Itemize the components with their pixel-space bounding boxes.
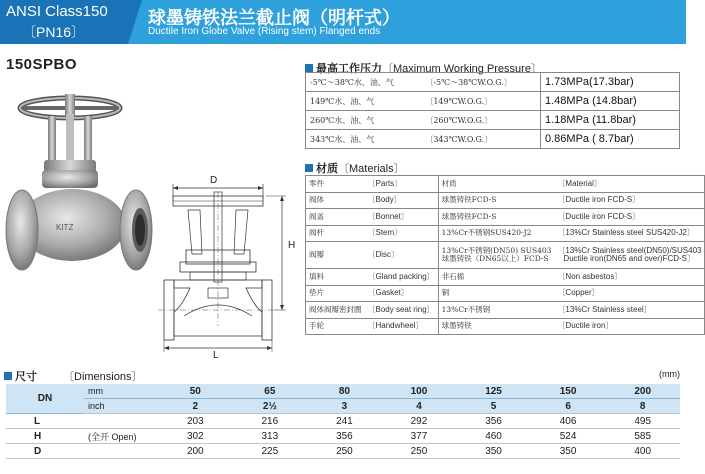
header-notch xyxy=(128,0,142,44)
title-english: Ductile Iron Globe Valve (Rising stem) Flanged ends xyxy=(148,26,381,37)
model-number: 150SPBO xyxy=(6,56,78,73)
svg-text:KITZ: KITZ xyxy=(56,223,74,232)
table-row: 阀盖 〔Bonnet〕 球墨铸铁FCD-S 〔Ductile iron FCD-S〕 xyxy=(306,209,705,226)
dimensions-unit: (mm) xyxy=(659,369,680,379)
pressure-value: 0.86MPa ( 8.7bar) xyxy=(541,130,680,149)
table-row: H (全开 Open) 302 313 356 377 460 524 585 xyxy=(6,429,680,444)
table-row: DN mm 50 65 80 100 125 150 200 xyxy=(6,384,680,399)
table-row: -5℃～38℃水、油、气 〔-5℃～38℃W.O.G.〕 1.73MPa(17.3bar) xyxy=(306,73,680,92)
table-row: 手轮 〔Handwheel〕 球墨铸铁 〔Ductile iron〕 xyxy=(306,318,705,335)
table-row: 垫片 〔Gasket〕 铜 〔Copper〕 xyxy=(306,285,705,302)
valve-dimension-drawing xyxy=(158,176,300,362)
table-row: 阀体阀瓣密封圈 〔Body seat ring〕 13%Cr不锈钢 〔13%Cr Stainless steel〕 xyxy=(306,302,705,319)
table-row: 149℃水、油、气 〔149℃W.O.G.〕 1.48MPa (14.8bar) xyxy=(306,92,680,111)
table-row: D 200 225 250 250 350 350 400 xyxy=(6,444,680,459)
section-square-icon xyxy=(305,64,313,72)
table-row: 阀杆 〔Stem〕 13%Cr不锈钢SUS420-J2 〔13%Cr Stainless steel SUS420-J2〕 xyxy=(306,225,705,242)
table-row: 填料 〔Gland packing〕 非石棉 〔Non asbestos〕 xyxy=(306,269,705,286)
table-row: inch 2 2½ 3 4 5 6 8 xyxy=(6,399,680,414)
dimensions-table xyxy=(6,384,680,459)
section-square-icon xyxy=(305,164,313,172)
dimensions-heading: 尺寸 〔Dimensions〕 xyxy=(4,368,142,384)
table-row: L 203 216 241 292 356 406 495 xyxy=(6,414,680,429)
drawing-label-d: D xyxy=(210,175,218,186)
table-row: 343℃水、油、气 〔343℃W.O.G.〕 0.86MPa ( 8.7bar) xyxy=(306,130,680,149)
valve-photo xyxy=(2,80,160,290)
title-chinese: 球墨铸铁法兰截止阀（明杆式） xyxy=(148,8,400,29)
drawing-label-h: H xyxy=(288,240,296,251)
table-row: 阀瓣 〔Disc〕 13%Cr不锈钢(DN50) SUS403 球墨铸铁（DN65以上）FCD-S 〔13%Cr Stainless steel(DN50)/SUS403 Ductile iron(DN65 and over)FCD-S〕 xyxy=(306,242,705,269)
pressure-value: 1.73MPa(17.3bar) xyxy=(541,73,680,92)
pn-label: 〔PN16〕 xyxy=(22,24,86,40)
table-row: 零件 〔Parts〕 材质 〔Material〕 xyxy=(306,176,705,193)
table-row: 260℃水、油、气 〔260℃W.O.G.〕 1.18MPa (11.8bar) xyxy=(306,111,680,130)
table-row: 阀体 〔Body〕 球墨铸铁FCD-S 〔Ductile iron FCD-S〕 xyxy=(306,192,705,209)
pressure-value: 1.48MPa (14.8bar) xyxy=(541,92,680,111)
pressure-table xyxy=(305,72,680,149)
materials-heading: 材质〔Materials〕 xyxy=(305,160,405,176)
materials-table xyxy=(305,175,705,335)
pressure-heading: 最高工作压力〔Maximum Working Pressure〕 xyxy=(305,60,542,76)
pressure-value: 1.18MPa (11.8bar) xyxy=(541,111,680,130)
drawing-label-l: L xyxy=(213,350,219,361)
section-square-icon xyxy=(4,372,12,380)
ansi-class-label: ANSI Class150 xyxy=(6,3,108,20)
